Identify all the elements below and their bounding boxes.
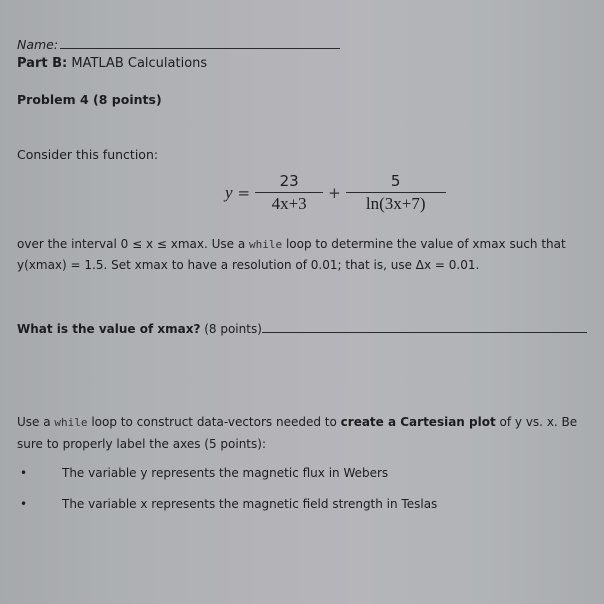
plot-task-line2: sure to properly label the axes (5 points): — [17, 437, 266, 451]
part-title: MATLAB Calculations — [67, 56, 208, 71]
part-label: Part B: — [17, 56, 68, 71]
bullet-marker: • — [20, 497, 28, 511]
interval-text-a: over the interval 0 ≤ x ≤ xmax. Use a — [17, 237, 250, 251]
fraction-term1 — [255, 172, 323, 214]
part-heading — [17, 56, 207, 71]
function-equation — [225, 172, 448, 214]
while-code: while — [249, 238, 283, 251]
plot-task-bold: create a Cartesian plot — [340, 415, 496, 429]
equation-lhs: y — [225, 183, 233, 202]
plot-task-text-c: of y vs. x. Be — [495, 415, 578, 429]
plus-sign: + — [328, 184, 341, 202]
plot-task-text-b: loop to construct data-vectors needed to — [87, 415, 341, 429]
answer-input-line[interactable] — [262, 322, 587, 333]
term2-numerator: 5 — [346, 172, 446, 193]
xmax-question — [17, 322, 587, 336]
interval-text-line1 — [17, 237, 566, 251]
plot-task-text-a: Use a — [17, 415, 55, 429]
interval-text-line2: y(xmax) = 1.5. Set xmax to have a resolution of 0.01; that is, use Δx = 0.01. — [17, 258, 480, 272]
equals-sign: = — [237, 184, 251, 202]
problem-intro: Consider this function: — [17, 147, 159, 162]
term1-denominator: 4x+3 — [271, 194, 307, 213]
name-label: Name: — [17, 37, 59, 52]
name-input-line[interactable] — [60, 38, 340, 49]
while-code-2: while — [54, 416, 88, 429]
term1-numerator: 23 — [255, 172, 323, 193]
term2-denominator: ln(3x+7) — [365, 194, 426, 213]
plot-task-line1 — [17, 415, 577, 429]
name-row — [17, 37, 340, 52]
bullet-item-x-variable: The variable x represents the magnetic field strength in Teslas — [62, 497, 438, 511]
bullet-item-y-variable: The variable y represents the magnetic flux in Webers — [62, 466, 389, 480]
question-points: (8 points) — [200, 322, 262, 336]
question-text: What is the value of xmax? — [17, 322, 201, 336]
fraction-term2 — [346, 172, 446, 214]
interval-text-b: loop to determine the value of xmax such that — [282, 237, 566, 251]
bullet-marker: • — [20, 466, 28, 480]
problem-title: Problem 4 (8 points) — [17, 92, 162, 107]
